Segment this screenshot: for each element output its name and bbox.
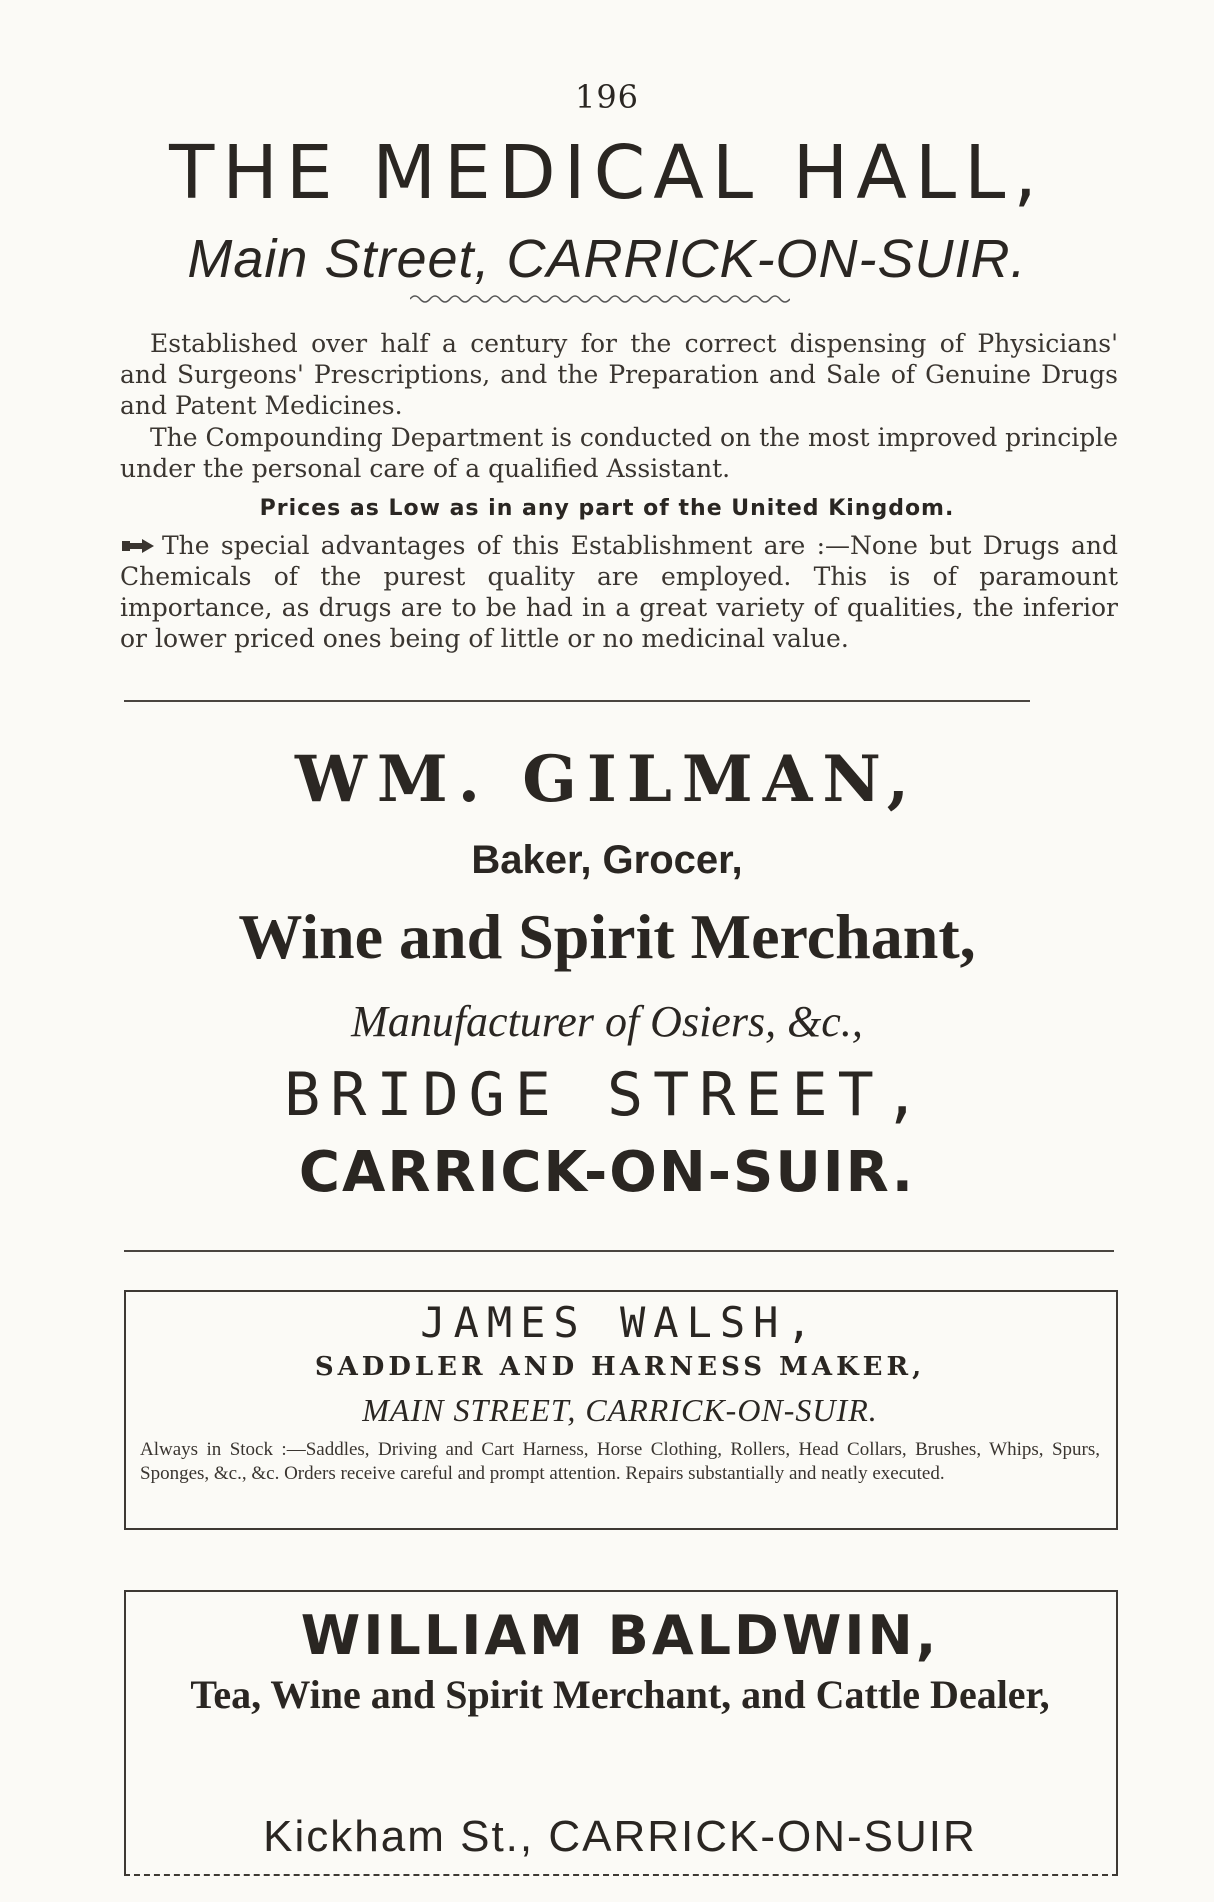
baldwin-name: WILLIAM BALDWIN, (300, 1604, 940, 1667)
ornamental-squiggle-divider (410, 292, 790, 306)
section-divider-2 (124, 1250, 1114, 1252)
walsh-trade: SADDLER AND HARNESS MAKER, (314, 1352, 926, 1382)
prices-line: Prices as Low as in any part of the United Kingdom. (259, 496, 955, 521)
walsh-address: MAIN STREET, CARRICK-ON-SUIR. (362, 1392, 878, 1428)
gilman-town: CARRICK-ON-SUIR. (298, 1140, 916, 1205)
medical-hall-title: THE MEDICAL HALL, (169, 130, 1045, 216)
medical-hall-subtitle: Main Street, CARRICK-ON-SUIR. (187, 229, 1027, 289)
baldwin-trade: Tea, Wine and Spirit Merchant, and Cattle Dealer, (190, 1672, 1050, 1717)
baldwin-address: Kickham St., CARRICK-ON-SUIR (263, 1812, 977, 1861)
page-number: 196 (574, 78, 640, 116)
medical-hall-paragraph-2: The Compounding Department is conducted on the most improved principle under the personal care of a qualified Assistant. (120, 423, 1118, 483)
medical-hall-paragraph-1: Established over half a century for the correct dispensing of Physicians' and Surgeons' Prescriptions, and the Preparation and Sale of Genuine Drugs and Patent Medicines. (120, 329, 1118, 420)
medical-hall-paragraph-3: The special advantages of this Establishment are :—None but Drugs and Chemicals of the purest quality are employed. This is of paramount importance, as drugs are to be had in a great variety of qualities, the inferior or lower priced ones being of little or no medicinal value. (120, 531, 1118, 653)
gilman-osiers: Manufacturer of Osiers, &c., (351, 997, 863, 1046)
gilman-wine-spirit: Wine and Spirit Merchant, (238, 901, 976, 972)
section-divider-1 (124, 700, 1030, 702)
gilman-street: BRIDGE STREET, (284, 1060, 930, 1130)
walsh-name: JAMES WALSH, (420, 1298, 820, 1347)
walsh-stock: Always in Stock :—Saddles, Driving and Cart Harness, Horse Clothing, Rollers, Head Collars, Brushes, Whips, Spurs, Sponges, &c., &c. Orders receive careful and prompt attention. Repairs substantially and neatly executed. (140, 1439, 1100, 1484)
medical-hall-paragraph-3-block (120, 530, 1118, 654)
gilman-name: WM. GILMAN, (294, 742, 920, 817)
gilman-trade: Baker, Grocer, (471, 838, 743, 882)
pointing-hand-icon (120, 535, 156, 557)
